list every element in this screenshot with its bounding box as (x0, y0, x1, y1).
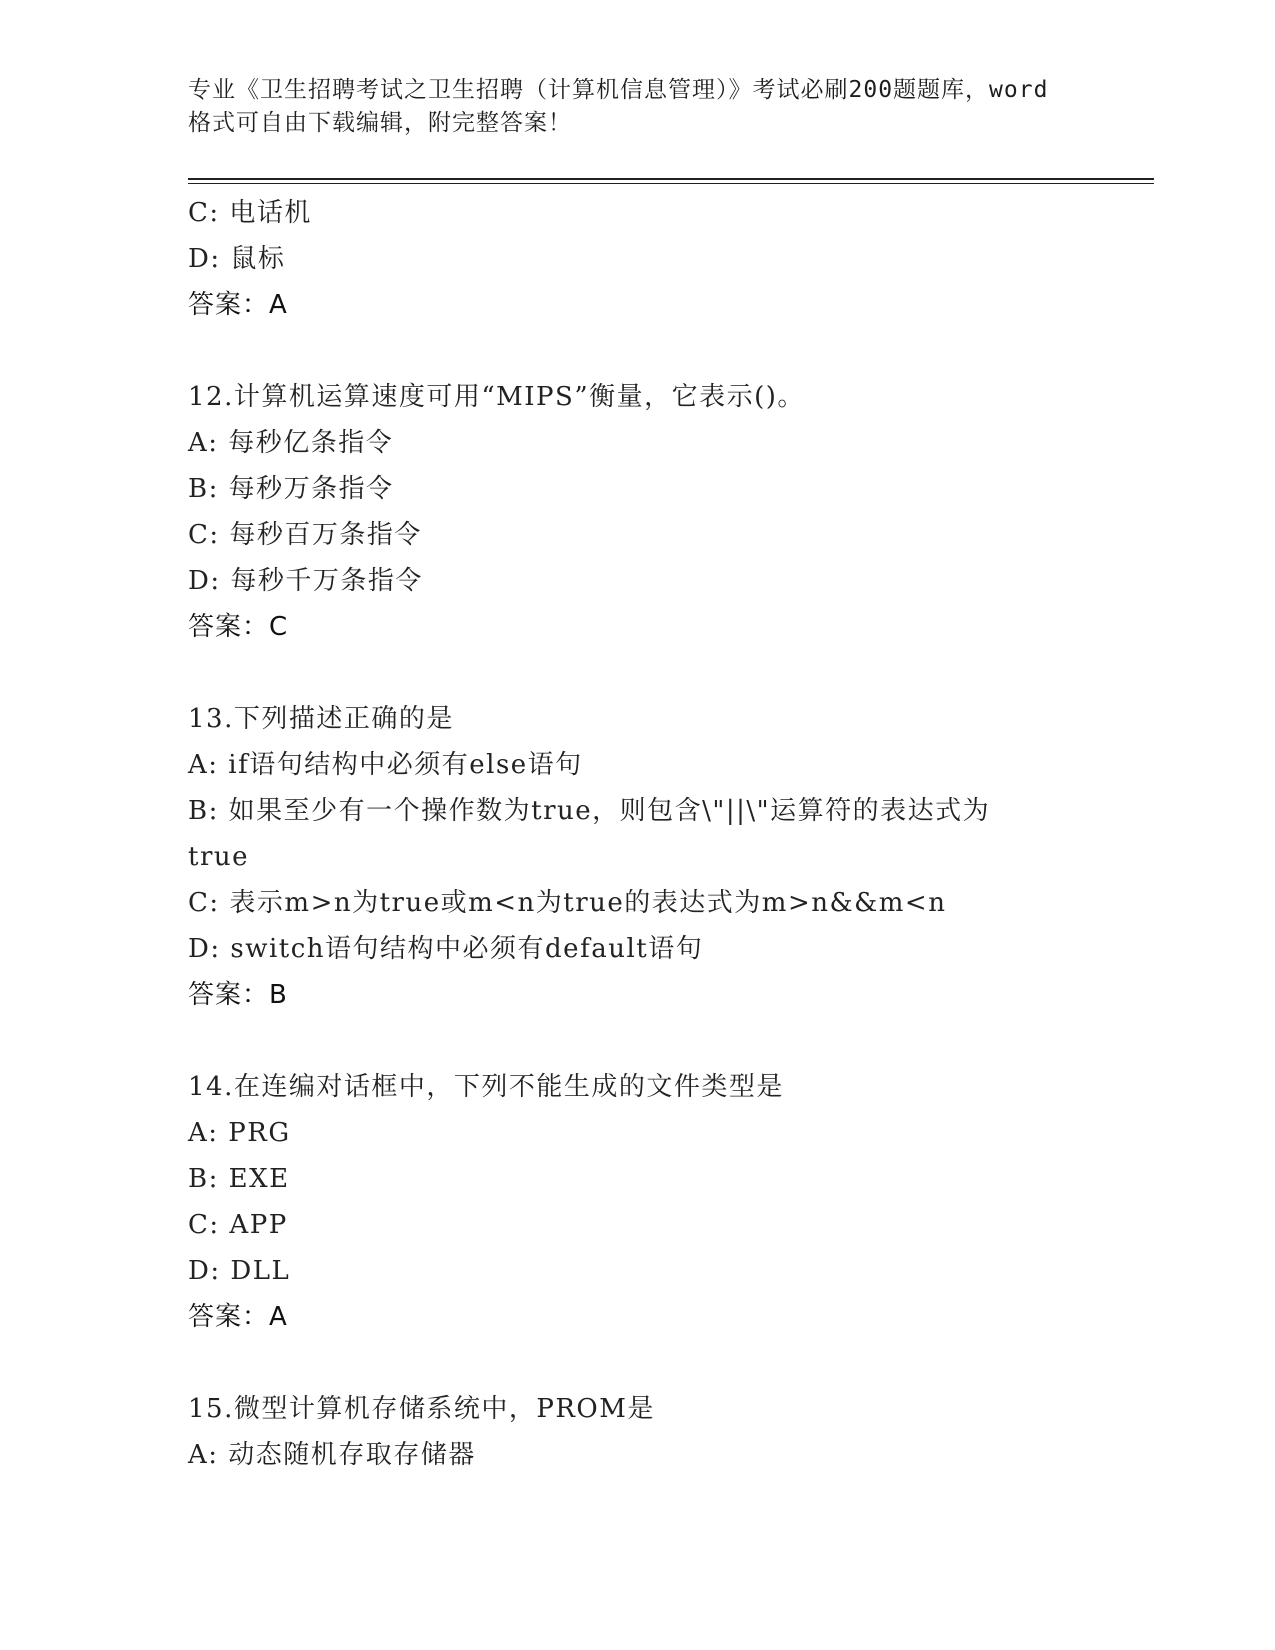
header-line-1: 专业《卫生招聘考试之卫生招聘（计算机信息管理）》考试必刷200题题库，word (188, 77, 1049, 103)
option-d: D: switch语句结构中必须有default语句 (188, 934, 704, 964)
spacer (188, 650, 1154, 696)
question-12 (188, 374, 1154, 650)
answer-label: 答案：A (188, 290, 288, 320)
header-divider-thick (188, 178, 1154, 180)
header-line-2: 格式可自由下载编辑，附完整答案！ (188, 110, 572, 136)
option-d: D: DLL (188, 1256, 291, 1286)
option-c: C: APP (188, 1210, 288, 1240)
option-a: A: PRG (188, 1118, 291, 1148)
question-text: 14.在连编对话框中，下列不能生成的文件类型是 (188, 1072, 784, 1102)
option-a: A: 动态随机存取存储器 (188, 1440, 476, 1470)
answer-label: 答案：A (188, 1302, 288, 1332)
question-text: 12.计算机运算速度可用“MIPS”衡量，它表示()。 (188, 382, 805, 412)
question-14 (188, 1064, 1154, 1340)
option-b: B: 每秒万条指令 (188, 474, 394, 504)
answer-label: 答案：B (188, 980, 288, 1010)
option-c: C: 表示m>n为true或m<n为true的表达式为m>n&&m<n (188, 888, 947, 918)
option-c: C: 每秒百万条指令 (188, 520, 422, 550)
spacer (188, 328, 1154, 374)
answer-label: 答案：C (188, 612, 289, 642)
question-list (188, 190, 1154, 1478)
option-d: D: 鼠标 (188, 244, 286, 274)
question-text: 15.微型计算机存储系统中，PROM是 (188, 1394, 655, 1424)
question-11 (188, 190, 1154, 328)
option-b: B: 如果至少有一个操作数为true，则包含\"||\"运算符的表达式为 (188, 796, 991, 826)
option-a: A: if语句结构中必须有else语句 (188, 750, 583, 780)
option-d: D: 每秒千万条指令 (188, 566, 423, 596)
header-divider-thin (188, 183, 1154, 184)
question-15 (188, 1386, 1154, 1478)
document-header (188, 74, 1088, 140)
question-text: 13.下列描述正确的是 (188, 704, 454, 734)
spacer (188, 1340, 1154, 1386)
question-13 (188, 696, 1154, 1018)
option-b-continuation: true (188, 842, 250, 872)
spacer (188, 1018, 1154, 1064)
option-b: B: EXE (188, 1164, 290, 1194)
option-a: A: 每秒亿条指令 (188, 428, 394, 458)
option-c: C: 电话机 (188, 198, 312, 228)
